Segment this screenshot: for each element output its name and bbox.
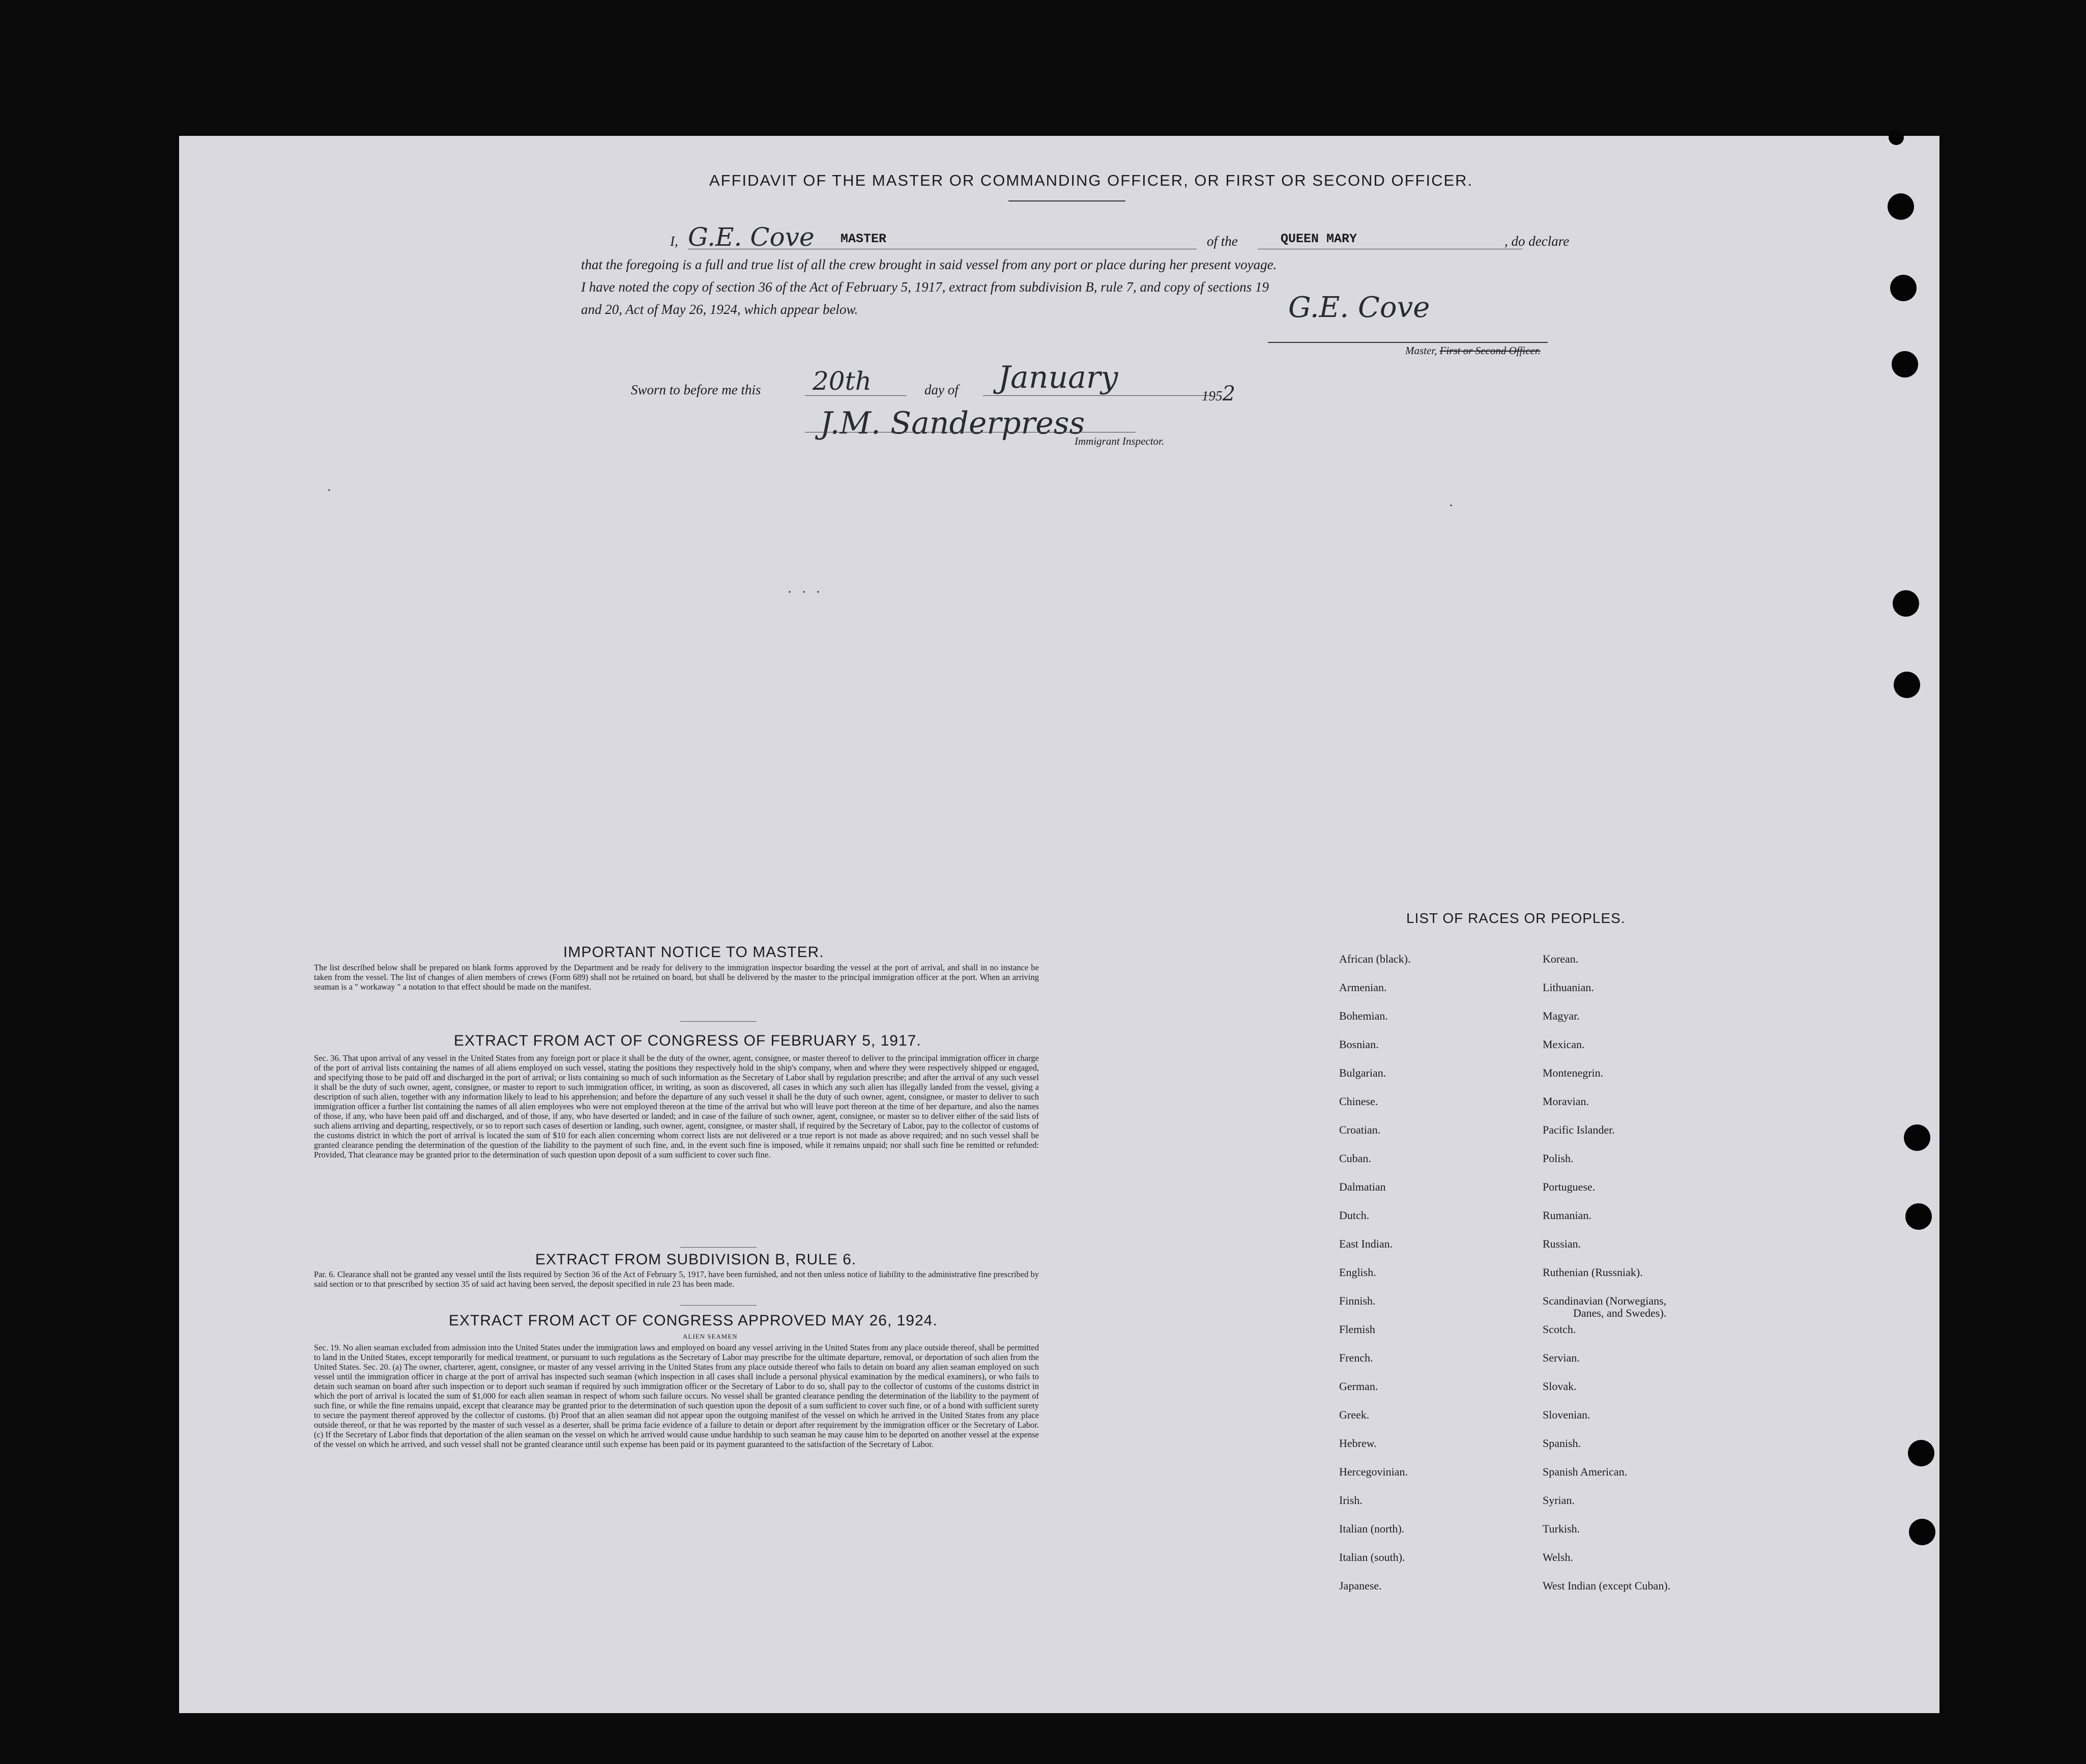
sworn-month-handwritten: January — [998, 360, 1118, 395]
race-item: Greek. — [1339, 1408, 1370, 1421]
extract-1924-heading: EXTRACT FROM ACT OF CONGRESS APPROVED MAY 26, 1924. — [449, 1312, 938, 1329]
race-item-continuation: Danes, and Swedes). — [1573, 1307, 1667, 1319]
race-item-text: Scandinavian (Norwegians, — [1543, 1294, 1667, 1307]
race-item: Hebrew. — [1339, 1437, 1377, 1450]
race-item: French. — [1339, 1351, 1373, 1364]
race-item: Portuguese. — [1543, 1180, 1596, 1193]
race-item: Rumanian. — [1543, 1209, 1591, 1222]
race-item: Bohemian. — [1339, 1009, 1388, 1022]
race-item: Ruthenian (Russniak). — [1543, 1266, 1643, 1279]
stray-marks: · — [1448, 497, 1463, 514]
race-item: Bulgarian. — [1339, 1066, 1386, 1079]
binder-hole — [1904, 1124, 1930, 1151]
extract-1917-heading: EXTRACT FROM ACT OF CONGRESS OF FEBRUARY 5, 1917. — [454, 1032, 921, 1049]
day-of-label: day of — [924, 382, 959, 397]
race-item: Hercegovinian. — [1339, 1465, 1408, 1478]
race-item: Lithuanian. — [1543, 981, 1594, 994]
race-item: Croatian. — [1339, 1123, 1381, 1136]
i-label: I, — [670, 234, 678, 249]
master-name-handwritten: G.E. Cove — [688, 222, 815, 252]
race-item: Mexican. — [1543, 1038, 1585, 1051]
document-page — [179, 136, 1939, 1713]
affidavit-heading: AFFIDAVIT OF THE MASTER OR COMMANDING OFFICER, OR FIRST OR SECOND OFFICER. — [709, 171, 1473, 189]
race-item: Russian. — [1543, 1237, 1581, 1250]
declaration-line-2: I have noted the copy of section 36 of the Act of February 5, 1917, extract from subdivision B, rule 7, and copy of sections 19 — [581, 279, 1269, 295]
race-item: Chinese. — [1339, 1095, 1378, 1108]
declaration-line-1: that the foregoing is a full and true list of all the crew brought in said vessel from any port or place during her present voyage. — [581, 257, 1277, 272]
race-item: African (black). — [1339, 952, 1411, 965]
sworn-day-handwritten: 20th — [813, 366, 872, 396]
rank-typed: MASTER — [841, 232, 887, 246]
vessel-name-typed: QUEEN MARY — [1281, 232, 1357, 246]
month-fill-line — [983, 395, 1212, 396]
declaration-line-3: and 20, Act of May 26, 1924, which appear below. — [581, 302, 858, 317]
stray-marks: ··· — [787, 584, 830, 600]
extract-1917-text: Sec. 36. That upon arrival of any vessel in the United States from any foreign port or place it shall be the duty of the owner, agent, consignee, or master thereof to deliver to the principal immigration officer in charge of the port of arrival lists containing the names of all aliens employed on such vessel, stating the positions they respectively hold in the ship's company, when and where they were respectively shipped or engaged, and specifying those to be paid off and discharged in the port of arrival; or lists containing so much of such information as the Secretary of Labor shall by regulation prescribe; and after the arrival of any such vessel it shall be the duty of such owner, agent, consignee, or master to report to such immigration officer, in writing, as soon as discovered, all cases in which any such alien has illegally landed from the vessel, giving a description of such alien, together with any information likely to lead to his apprehension; and before the departure of any such vessel it shall be the duty of such owner, agent, consignee, or master to deliver to such immigration officer a further list containing the names of all alien employees who were not employed thereon at the time of the arrival but who will leave port thereon at the time of her departure, and also the names of those, if any, who have been paid off and discharged, and of those, if any, who have deserted or landed; and in case of the failure of such owner, agent, consignee, or master so to deliver either of the said lists of such aliens arriving and departing, respectively, or so to report such cases of desertion or landing, such owner, agent, consignee, or master shall, if required by the Secretary of Labor, pay to the collector of customs of the customs district in which the port of arrival is located the sum of $10 for each alien concerning whom correct lists are not delivered or a true report is not made as above required; and no such vessel shall be granted clearance pending the determination of the question of the liability to the payment of such fine, and, in the event such fine is imposed, while it remains unpaid; nor shall such fine be remitted or refunded: Provided, That clearance may be granted prior to the determination of such question upon deposit of a sum sufficient to cover such fine. — [314, 1053, 1039, 1160]
races-column-2 — [1543, 952, 1670, 1608]
of-the-label: of the — [1207, 234, 1238, 249]
binder-hole — [1908, 1440, 1934, 1466]
race-item: East Indian. — [1339, 1237, 1393, 1250]
sworn-label: Sworn to before me this — [631, 382, 761, 397]
binder-hole — [1909, 1519, 1935, 1545]
race-item: Italian (north). — [1339, 1522, 1405, 1535]
race-item: Moravian. — [1543, 1095, 1589, 1108]
race-item: Spanish. — [1543, 1437, 1581, 1450]
master-signature: G.E. Cove — [1288, 291, 1430, 324]
notice-heading: IMPORTANT NOTICE TO MASTER. — [563, 944, 824, 961]
race-item: Dalmatian — [1339, 1180, 1386, 1193]
race-item: Slovenian. — [1543, 1408, 1590, 1421]
alien-seamen-subheading: ALIEN SEAMEN — [683, 1333, 738, 1340]
race-item: Cuban. — [1339, 1152, 1371, 1165]
binder-hole — [1892, 351, 1918, 378]
extract-rule6-text: Par. 6. Clearance shall not be granted any vessel until the lists required by Section 36 of the Act of February 5, 1917, have been furnished, and not then unless notice of liability to the administrative fine prescribed by said section or to that prescribed by section 35 of said act having been served, the deposit specified in rule 23 has been made. — [314, 1269, 1039, 1289]
race-item: Armenian. — [1339, 981, 1387, 994]
binder-hole — [1894, 672, 1920, 698]
do-declare-label: , do declare — [1504, 234, 1570, 249]
race-item: German. — [1339, 1380, 1378, 1393]
binder-hole — [1893, 590, 1919, 617]
binder-hole — [1890, 275, 1917, 301]
race-item: Italian (south). — [1339, 1551, 1405, 1564]
race-item: Magyar. — [1543, 1009, 1580, 1022]
race-item: Finnish. — [1339, 1294, 1376, 1307]
race-item: Servian. — [1543, 1351, 1580, 1364]
race-item: Slovak. — [1543, 1380, 1577, 1393]
race-item: Korean. — [1543, 952, 1579, 965]
year-prefix: 195 — [1202, 388, 1223, 403]
races-heading: LIST OF RACES OR PEOPLES. — [1406, 910, 1626, 926]
notice-text: The list described below shall be prepared on blank forms approved by the Department and be ready for delivery to the immigration inspector boarding the vessel at the port of arrival, and shall in no instance be taken from the vessel. The list of changes of alien members of crews (Form 689) shall not be retained on board, but shall be delivered by the master to the principal immigration officer at the port. When an arriving seaman is a " workaway " a notation to that effect should be made on the manifest. — [314, 963, 1039, 992]
race-item: Pacific Islander. — [1543, 1123, 1615, 1136]
race-item: Bosnian. — [1339, 1038, 1379, 1051]
binder-hole — [1889, 130, 1904, 145]
divider — [680, 1247, 757, 1248]
race-item: Japanese. — [1339, 1579, 1382, 1592]
race-item: Scotch. — [1543, 1323, 1576, 1336]
stray-marks: · — [327, 482, 341, 499]
signer-caption-prefix: Master, — [1405, 344, 1437, 357]
year-suffix-handwritten: 2 — [1222, 382, 1235, 406]
extract-rule6-heading: EXTRACT FROM SUBDIVISION B, RULE 6. — [535, 1251, 857, 1268]
signer-caption-struck: First or Second Officer. — [1439, 344, 1541, 357]
heading-rule — [1008, 200, 1125, 201]
binder-hole — [1905, 1203, 1932, 1230]
race-item: West Indian (except Cuban). — [1543, 1579, 1671, 1592]
race-item: Turkish. — [1543, 1522, 1580, 1535]
binder-hole — [1888, 193, 1914, 220]
signature-line — [1268, 342, 1548, 343]
race-item — [1543, 1294, 1670, 1323]
signer-caption — [1405, 344, 1541, 357]
extract-1924-text: Sec. 19. No alien seaman excluded from admission into the United States under the immigration laws and employed on board any vessel arriving in the United States from any place outside thereof, shall be permitted to land in the United States, except temporarily for medical treatment, or pursuant to such regulations as the Secretary of Labor may prescribe for the ultimate departure, removal, or deportation of such alien from the United States. Sec. 20. (a) The owner, charterer, agent, consignee, or master of any vessel arriving in the United States from any place outside thereof who fails to detain on board any alien seaman employed on such vessel until the immigration officer in charge at the port of arrival has inspected such seaman (which inspection in all cases shall include a personal physical examination by the medical examiners), or who fails to detain such seaman on board after such inspection or to deport such seaman if required by such immigration officer or the Secretary of Labor to do so, shall pay to the collector of customs of the customs district in which the port of arrival is located the sum of $1,000 for each alien seaman in respect of whom such failure occurs. No vessel shall be granted clearance pending the determination of the liability to the payment of such fine, or while the fine remains unpaid, except that clearance may be granted prior to the determination of such question upon the deposit of a sum sufficient to cover such fine, or of a bond with sufficient surety to secure the payment thereof approved by the collector of customs. (b) Proof that an alien seaman did not appear upon the outgoing manifest of the vessel on which he arrived in the United States from any place outside thereof, or that he was reported by the master of such vessel as a deserter, shall be prima facie evidence of a failure to detain or deport after requirement by the immigration officer or the Secretary of Labor. (c) If the Secretary of Labor finds that deportation of the alien seaman on the vessel on which he arrived would cause undue hardship to such seaman he may cause him to be deported on another vessel at the expense of the vessel on which he arrived, and such vessel shall not be granted clearance until such expense has been paid or its payment guaranteed to the satisfaction of the Secretary of Labor. — [314, 1343, 1039, 1449]
race-item: Welsh. — [1543, 1551, 1573, 1564]
divider — [680, 1305, 757, 1306]
race-item: English. — [1339, 1266, 1376, 1279]
inspector-caption: Immigrant Inspector. — [1075, 435, 1165, 447]
race-item: Montenegrin. — [1543, 1066, 1604, 1079]
race-item: Irish. — [1339, 1494, 1363, 1507]
race-item: Flemish — [1339, 1323, 1375, 1336]
race-item: Dutch. — [1339, 1209, 1370, 1222]
divider — [680, 1021, 757, 1022]
day-fill-line — [805, 395, 907, 396]
race-item: Polish. — [1543, 1152, 1574, 1165]
inspector-signature: J.M. Sanderpress — [820, 406, 1085, 441]
race-item: Syrian. — [1543, 1494, 1575, 1507]
races-column-1 — [1339, 952, 1410, 1608]
race-item: Spanish American. — [1543, 1465, 1628, 1478]
year-label — [1202, 382, 1235, 406]
